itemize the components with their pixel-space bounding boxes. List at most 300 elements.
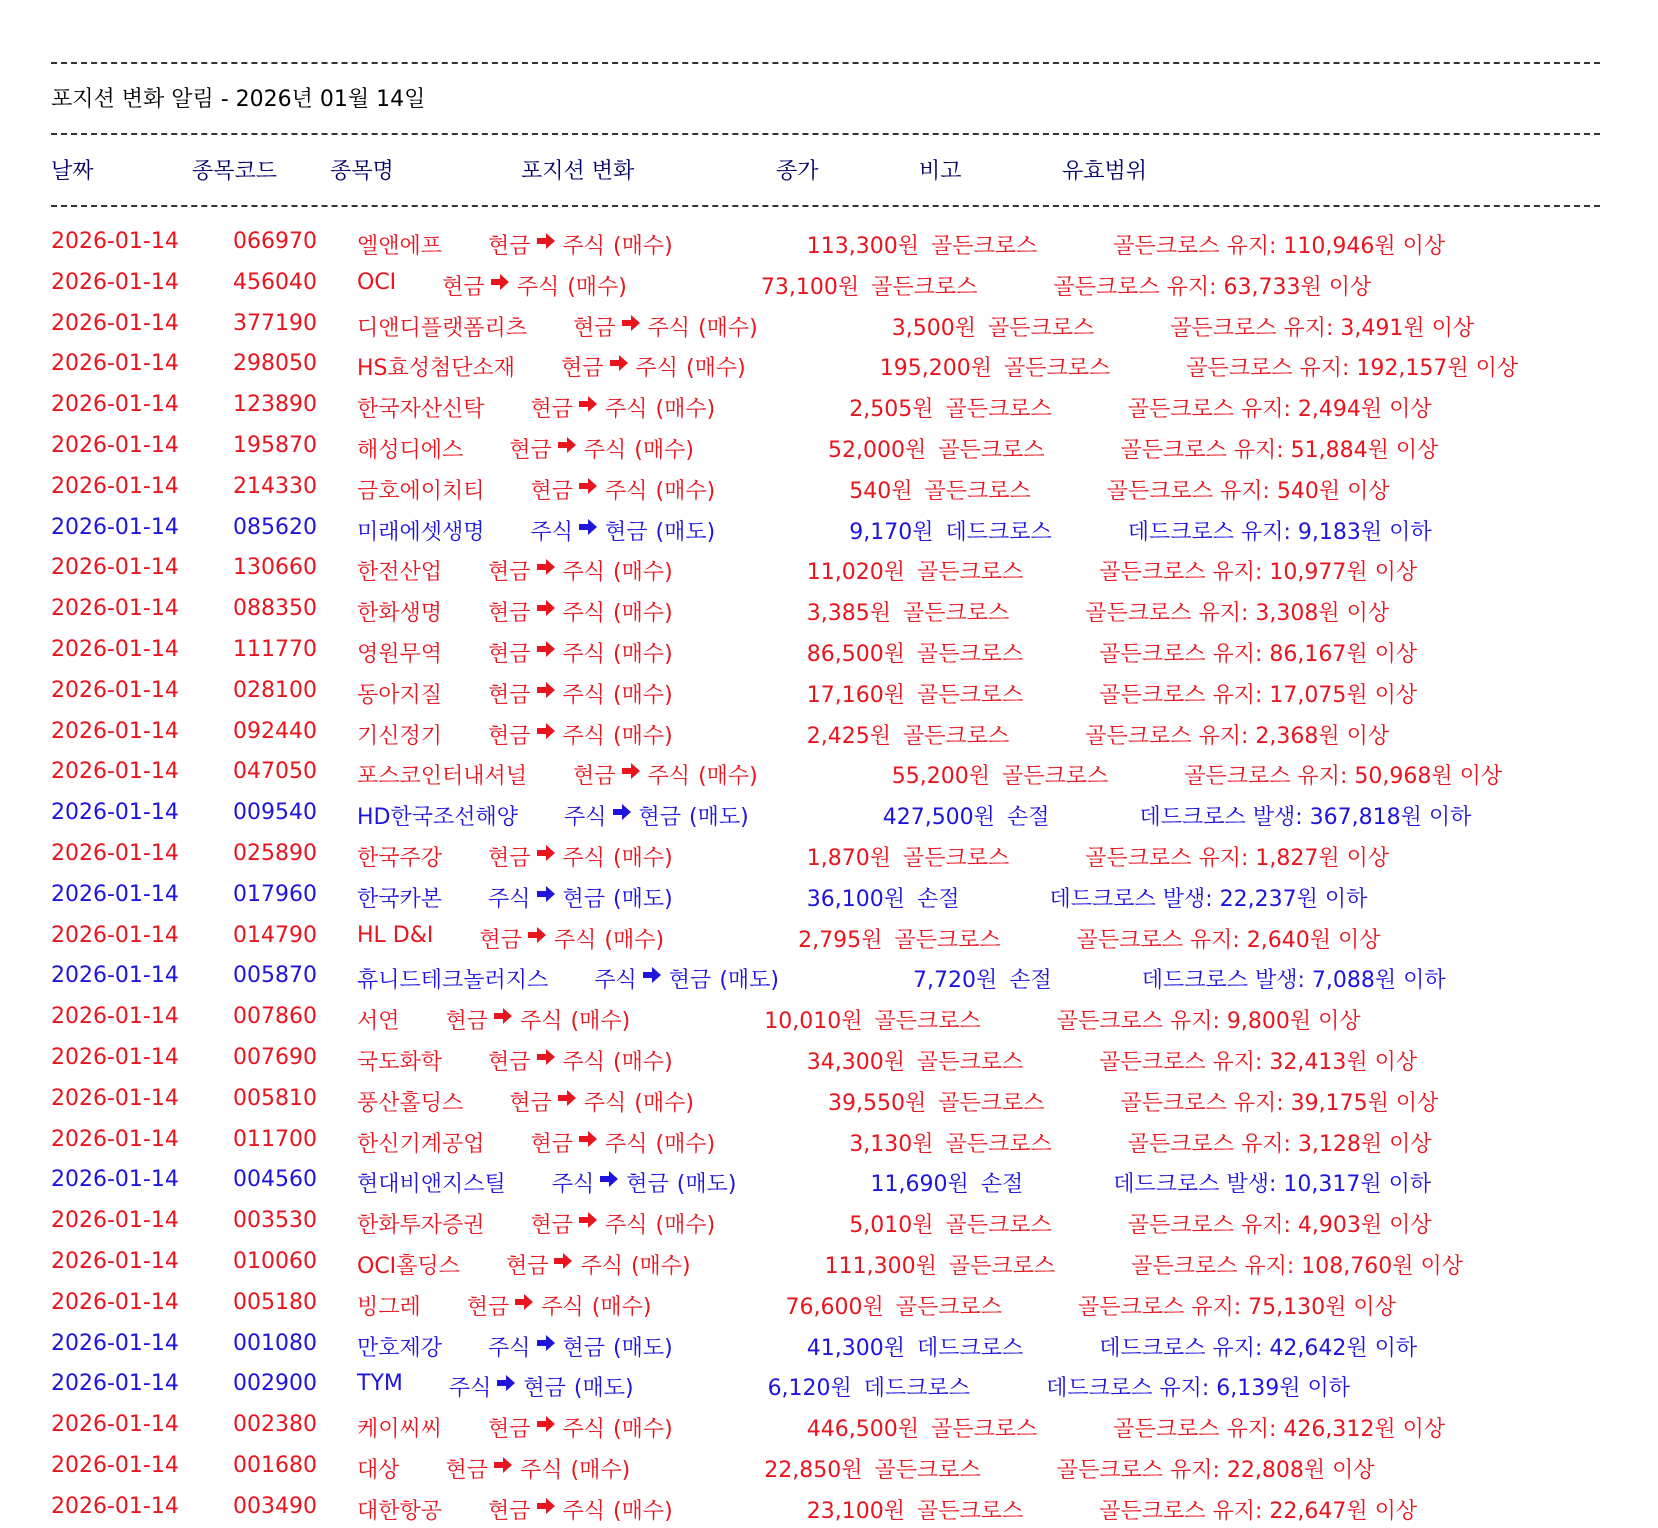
row-name: 기신정기 bbox=[357, 723, 443, 749]
row-action: (매수) bbox=[613, 682, 673, 708]
row-date: 2026-01-14 bbox=[51, 963, 179, 989]
row-action: (매수) bbox=[591, 1294, 652, 1320]
row-code: 111770 bbox=[233, 637, 317, 662]
row-note: 골든크로스 bbox=[945, 1213, 1052, 1239]
row-date: 2026-01-14 bbox=[51, 1249, 179, 1274]
header-code: 종목코드 bbox=[192, 159, 278, 184]
arrow-right-icon bbox=[535, 842, 557, 870]
row-code: 003490 bbox=[233, 1493, 317, 1519]
row-code: 004560 bbox=[233, 1167, 317, 1193]
row-note: 골든크로스 bbox=[902, 601, 1010, 627]
row-to: 주식 bbox=[580, 1254, 623, 1279]
row-note: 손절 bbox=[1006, 805, 1050, 831]
arrow-right-icon bbox=[620, 312, 642, 340]
table-row bbox=[0, 637, 1658, 671]
table-row bbox=[0, 1412, 1658, 1446]
arrow-right-icon bbox=[611, 801, 633, 829]
row-action: (매수) bbox=[655, 1213, 716, 1239]
row-date: 2026-01-14 bbox=[51, 922, 179, 948]
row-to: 주식 bbox=[562, 682, 606, 708]
row-code: 017960 bbox=[233, 881, 317, 907]
row-note: 골든크로스 bbox=[916, 560, 1024, 586]
arrow-right-icon bbox=[489, 271, 511, 299]
row-name: 풍산홀딩스 bbox=[357, 1090, 464, 1116]
table-row bbox=[0, 1086, 1658, 1120]
header-close: 종가 bbox=[776, 159, 819, 184]
header-date: 날짜 bbox=[51, 159, 94, 184]
table-row bbox=[0, 311, 1658, 345]
table-row bbox=[0, 351, 1658, 385]
row-price: 11,020원 bbox=[806, 560, 905, 586]
row-price: 113,300원 bbox=[806, 234, 919, 259]
row-action: (매수) bbox=[613, 1498, 673, 1524]
row-name: 한국카본 bbox=[357, 886, 443, 912]
row-note: 골든크로스 bbox=[945, 1131, 1052, 1157]
row-from: 현금 bbox=[561, 356, 604, 382]
table-row bbox=[0, 923, 1658, 957]
row-to: 주식 bbox=[562, 846, 606, 871]
row-action: (매수) bbox=[613, 642, 673, 667]
row-range: 골든크로스 유지: 3,491원 이상 bbox=[1170, 315, 1475, 341]
row-name: 대상 bbox=[357, 1458, 400, 1483]
arrow-right-icon bbox=[556, 1087, 578, 1115]
table-row bbox=[0, 1290, 1658, 1324]
row-price: 3,385원 bbox=[806, 601, 891, 627]
row-action: (매수) bbox=[613, 1050, 673, 1075]
row-date: 2026-01-14 bbox=[51, 841, 179, 866]
row-name: HL D&I bbox=[357, 922, 434, 948]
row-price: 23,100원 bbox=[806, 1498, 905, 1524]
row-note: 골든크로스 bbox=[895, 1294, 1002, 1320]
row-note: 골든크로스 bbox=[945, 397, 1052, 423]
row-range: 데드크로스 발생: 7,088원 이하 bbox=[1141, 968, 1446, 994]
row-note: 손절 bbox=[980, 1172, 1024, 1198]
table-row bbox=[0, 1453, 1658, 1487]
row-action: (매수) bbox=[630, 1254, 691, 1279]
table-row bbox=[0, 270, 1658, 304]
row-to: 주식 bbox=[562, 234, 606, 259]
row-note: 골든크로스 bbox=[916, 682, 1024, 708]
row-to: 주식 bbox=[520, 1009, 563, 1035]
row-range: 골든크로스 유지: 32,413원 이상 bbox=[1099, 1050, 1418, 1075]
arrow-right-icon bbox=[535, 597, 557, 625]
row-name: 국도화학 bbox=[357, 1050, 443, 1075]
row-range: 골든크로스 유지: 4,903원 이상 bbox=[1127, 1213, 1432, 1239]
row-note: 골든크로스 bbox=[916, 1498, 1024, 1524]
row-from: 현금 bbox=[509, 438, 552, 463]
row-to: 주식 bbox=[605, 1213, 648, 1239]
row-action: (매도) bbox=[676, 1172, 737, 1198]
table-row bbox=[0, 1208, 1658, 1242]
row-name: 휴니드테크놀러지스 bbox=[357, 968, 549, 994]
row-action: (매도) bbox=[613, 886, 673, 912]
arrow-right-icon bbox=[641, 964, 663, 992]
row-from: 현금 bbox=[488, 682, 531, 708]
row-note: 골든크로스 bbox=[874, 1009, 981, 1035]
row-to: 현금 bbox=[605, 519, 648, 545]
arrow-right-icon bbox=[535, 556, 557, 584]
row-code: 028100 bbox=[233, 677, 317, 703]
row-range: 골든크로스 유지: 10,977원 이상 bbox=[1099, 560, 1418, 586]
row-note: 데드크로스 bbox=[863, 1376, 971, 1402]
row-code: 085620 bbox=[233, 514, 317, 540]
arrow-right-icon bbox=[535, 883, 557, 911]
row-name: 한화생명 bbox=[357, 601, 443, 627]
row-range: 골든크로스 유지: 86,167원 이상 bbox=[1099, 642, 1418, 667]
table-row bbox=[0, 719, 1658, 753]
row-code: 195870 bbox=[233, 433, 317, 458]
row-from: 현금 bbox=[530, 397, 574, 423]
table-row bbox=[0, 596, 1658, 630]
row-range: 데드크로스 유지: 42,642원 이하 bbox=[1099, 1335, 1418, 1361]
row-from: 현금 bbox=[488, 1417, 531, 1443]
table-row bbox=[0, 800, 1658, 834]
table-row bbox=[0, 433, 1658, 467]
row-date: 2026-01-14 bbox=[51, 1412, 179, 1438]
row-action: (매수) bbox=[613, 601, 673, 627]
row-from: 현금 bbox=[488, 723, 531, 749]
row-to: 주식 bbox=[516, 274, 560, 300]
row-note: 골든크로스 bbox=[938, 438, 1045, 463]
table-row bbox=[0, 392, 1658, 426]
row-date: 2026-01-14 bbox=[51, 555, 179, 581]
row-from: 현금 bbox=[488, 560, 531, 586]
row-date: 2026-01-14 bbox=[51, 677, 179, 703]
row-to: 주식 bbox=[562, 642, 606, 667]
row-name: 한신기계공업 bbox=[357, 1131, 485, 1157]
arrow-right-icon bbox=[620, 760, 642, 788]
row-from: 현금 bbox=[530, 1213, 574, 1239]
table-row bbox=[0, 963, 1658, 997]
arrow-right-icon bbox=[535, 679, 557, 707]
row-to: 현금 bbox=[668, 968, 712, 994]
row-name: 만호제강 bbox=[357, 1335, 443, 1361]
row-price: 22,850원 bbox=[764, 1458, 863, 1483]
row-action: (매수) bbox=[698, 315, 758, 341]
row-to: 주식 bbox=[562, 1498, 606, 1524]
row-price: 73,100원 bbox=[760, 274, 860, 300]
row-from: 현금 bbox=[488, 601, 531, 627]
row-name: 영원무역 bbox=[357, 642, 443, 667]
row-action: (매수) bbox=[567, 274, 627, 300]
row-code: 005180 bbox=[233, 1289, 317, 1315]
row-to: 주식 bbox=[541, 1294, 584, 1320]
arrow-right-icon bbox=[492, 1005, 514, 1033]
row-action: (매도) bbox=[719, 968, 779, 994]
row-from: 현금 bbox=[509, 1090, 552, 1116]
row-code: 214330 bbox=[233, 473, 317, 499]
row-from: 현금 bbox=[479, 927, 522, 953]
row-name: 케이씨씨 bbox=[357, 1417, 443, 1443]
row-price: 5,010원 bbox=[849, 1213, 934, 1239]
table-row bbox=[0, 1004, 1658, 1038]
row-date: 2026-01-14 bbox=[51, 1330, 179, 1356]
row-action: (매수) bbox=[570, 1458, 631, 1483]
row-code: 047050 bbox=[233, 759, 317, 785]
row-from: 현금 bbox=[488, 846, 531, 871]
row-note: 골든크로스 bbox=[930, 1417, 1038, 1443]
arrow-right-icon bbox=[535, 638, 557, 666]
table-row bbox=[0, 1249, 1658, 1283]
row-date: 2026-01-14 bbox=[51, 1208, 179, 1234]
row-to: 주식 bbox=[605, 1131, 648, 1157]
row-code: 066970 bbox=[233, 229, 317, 254]
row-date: 2026-01-14 bbox=[51, 514, 179, 540]
table-row bbox=[0, 1371, 1658, 1405]
separator-title bbox=[51, 133, 1600, 135]
row-from: 주식 bbox=[530, 519, 574, 545]
row-action: (매수) bbox=[698, 764, 758, 790]
row-name: 엘앤에프 bbox=[357, 234, 443, 259]
row-action: (매수) bbox=[655, 478, 716, 504]
row-from: 현금 bbox=[466, 1294, 510, 1320]
row-price: 446,500원 bbox=[806, 1417, 919, 1443]
table-row bbox=[0, 1331, 1658, 1365]
row-code: 005810 bbox=[233, 1085, 317, 1111]
row-name: 포스코인터내셔널 bbox=[357, 764, 528, 790]
row-note: 골든크로스 bbox=[987, 315, 1095, 341]
row-note: 골든크로스 bbox=[924, 478, 1031, 504]
row-name: 해성디에스 bbox=[357, 438, 464, 463]
row-from: 주식 bbox=[551, 1172, 595, 1198]
row-code: 298050 bbox=[233, 351, 317, 377]
row-range: 골든크로스 유지: 50,968원 이상 bbox=[1184, 764, 1503, 790]
arrow-right-icon bbox=[577, 1128, 599, 1156]
row-note: 데드크로스 bbox=[945, 519, 1052, 545]
row-price: 2,505원 bbox=[849, 397, 934, 423]
table-row bbox=[0, 474, 1658, 508]
row-to: 주식 bbox=[562, 560, 606, 586]
table-row bbox=[0, 229, 1658, 263]
row-name: 미래에셋생명 bbox=[357, 519, 485, 545]
row-range: 골든크로스 유지: 110,946원 이상 bbox=[1113, 234, 1446, 259]
row-date: 2026-01-14 bbox=[51, 1453, 179, 1478]
row-action: (매수) bbox=[655, 1131, 716, 1157]
arrow-right-icon bbox=[535, 1332, 557, 1360]
row-price: 7,720원 bbox=[912, 968, 998, 994]
row-note: 손절 bbox=[916, 886, 960, 912]
table-row bbox=[0, 555, 1658, 589]
row-price: 34,300원 bbox=[806, 1050, 905, 1075]
page-title: 포지션 변화 알림 - 2026년 01월 14일 bbox=[51, 87, 426, 112]
row-note: 골든크로스 bbox=[938, 1090, 1045, 1116]
row-to: 주식 bbox=[562, 1417, 606, 1443]
arrow-right-icon bbox=[535, 1495, 557, 1523]
row-action: (매도) bbox=[573, 1376, 634, 1402]
arrow-right-icon bbox=[526, 924, 548, 952]
row-code: 007860 bbox=[233, 1004, 317, 1030]
row-date: 2026-01-14 bbox=[51, 1126, 179, 1152]
row-date: 2026-01-14 bbox=[51, 1004, 179, 1030]
row-price: 3,130원 bbox=[849, 1131, 934, 1157]
row-price: 1,870원 bbox=[806, 846, 891, 871]
table-row bbox=[0, 1167, 1658, 1201]
row-code: 130660 bbox=[233, 555, 317, 581]
row-note: 골든크로스 bbox=[871, 274, 978, 300]
row-name: 대한항공 bbox=[357, 1498, 443, 1524]
row-to: 현금 bbox=[626, 1172, 669, 1198]
row-code: 377190 bbox=[233, 310, 317, 336]
row-price: 195,200원 bbox=[879, 356, 992, 382]
row-range: 골든크로스 유지: 540원 이상 bbox=[1106, 478, 1390, 504]
row-note: 골든크로스 bbox=[894, 927, 1001, 953]
table-row bbox=[0, 882, 1658, 916]
row-range: 골든크로스 유지: 22,808원 이상 bbox=[1056, 1458, 1375, 1483]
row-name: 디앤디플랫폼리츠 bbox=[357, 315, 528, 341]
row-date: 2026-01-14 bbox=[51, 351, 179, 377]
row-from: 현금 bbox=[445, 1009, 489, 1035]
row-note: 손절 bbox=[1009, 968, 1052, 994]
row-name: TYM bbox=[357, 1371, 403, 1397]
row-name: 현대비앤지스틸 bbox=[357, 1172, 506, 1198]
row-from: 주식 bbox=[564, 805, 607, 831]
row-action: (매수) bbox=[634, 438, 694, 463]
row-note: 골든크로스 bbox=[874, 1458, 981, 1483]
row-date: 2026-01-14 bbox=[51, 637, 179, 662]
row-from: 주식 bbox=[488, 886, 531, 912]
row-action: (매수) bbox=[570, 1009, 631, 1035]
row-code: 009540 bbox=[233, 800, 317, 826]
row-to: 주식 bbox=[647, 764, 691, 790]
row-action: (매수) bbox=[613, 846, 673, 871]
row-range: 골든크로스 유지: 75,130원 이상 bbox=[1077, 1294, 1396, 1320]
row-date: 2026-01-14 bbox=[51, 596, 179, 622]
arrow-right-icon bbox=[535, 720, 557, 748]
row-price: 111,300원 bbox=[824, 1254, 937, 1279]
row-from: 주식 bbox=[594, 968, 637, 994]
row-price: 6,120원 bbox=[767, 1376, 852, 1402]
row-code: 123890 bbox=[233, 392, 317, 418]
row-price: 2,795원 bbox=[798, 927, 883, 953]
row-date: 2026-01-14 bbox=[51, 1289, 179, 1315]
row-price: 36,100원 bbox=[806, 886, 905, 912]
row-price: 427,500원 bbox=[882, 805, 995, 831]
row-from: 현금 bbox=[488, 1050, 531, 1075]
row-code: 456040 bbox=[233, 269, 317, 295]
arrow-right-icon bbox=[577, 516, 599, 544]
row-date: 2026-01-14 bbox=[51, 392, 179, 418]
row-name: 한전산업 bbox=[357, 560, 443, 586]
row-from: 현금 bbox=[488, 642, 531, 667]
row-code: 007690 bbox=[233, 1045, 317, 1070]
row-to: 주식 bbox=[562, 601, 606, 627]
row-to: 주식 bbox=[553, 927, 597, 953]
row-range: 골든크로스 유지: 192,157원 이상 bbox=[1186, 356, 1519, 382]
row-to: 현금 bbox=[638, 805, 682, 831]
row-action: (매도) bbox=[613, 1335, 673, 1361]
row-range: 골든크로스 유지: 9,800원 이상 bbox=[1056, 1009, 1361, 1035]
row-from: 현금 bbox=[573, 315, 616, 341]
arrow-right-icon bbox=[535, 230, 557, 258]
row-to: 주식 bbox=[562, 723, 606, 749]
row-price: 39,550원 bbox=[827, 1090, 927, 1116]
row-price: 76,600원 bbox=[785, 1294, 884, 1320]
row-code: 088350 bbox=[233, 596, 317, 622]
row-range: 골든크로스 유지: 426,312원 이상 bbox=[1113, 1417, 1446, 1443]
row-range: 데드크로스 발생: 10,317원 이하 bbox=[1113, 1172, 1432, 1198]
separator-top bbox=[51, 62, 1600, 64]
row-price: 41,300원 bbox=[806, 1335, 905, 1361]
row-note: 골든크로스 bbox=[1003, 356, 1111, 382]
row-date: 2026-01-14 bbox=[51, 1167, 179, 1193]
row-to: 주식 bbox=[647, 315, 691, 341]
row-name: HS효성첨단소재 bbox=[357, 356, 516, 382]
row-note: 골든크로스 bbox=[948, 1254, 1056, 1279]
row-from: 현금 bbox=[445, 1458, 489, 1483]
row-code: 002380 bbox=[233, 1412, 317, 1438]
row-code: 014790 bbox=[233, 922, 317, 948]
row-note: 골든크로스 bbox=[902, 723, 1010, 749]
row-price: 52,000원 bbox=[827, 438, 927, 463]
row-to: 주식 bbox=[605, 397, 648, 423]
row-range: 골든크로스 유지: 108,760원 이상 bbox=[1131, 1254, 1464, 1279]
row-from: 현금 bbox=[442, 274, 485, 300]
row-from: 현금 bbox=[488, 1498, 531, 1524]
row-code: 003530 bbox=[233, 1208, 317, 1234]
row-range: 골든크로스 유지: 2,640원 이상 bbox=[1076, 927, 1381, 953]
arrow-right-icon bbox=[577, 1209, 599, 1237]
table-row bbox=[0, 1045, 1658, 1079]
row-code: 002900 bbox=[233, 1371, 317, 1397]
row-price: 55,200원 bbox=[891, 764, 990, 790]
row-action: (매수) bbox=[613, 560, 673, 586]
row-range: 골든크로스 유지: 2,368원 이상 bbox=[1085, 723, 1390, 749]
row-action: (매수) bbox=[613, 234, 673, 259]
header-note: 비고 bbox=[919, 159, 962, 184]
row-date: 2026-01-14 bbox=[51, 1085, 179, 1111]
row-action: (매수) bbox=[604, 927, 665, 953]
separator-header bbox=[51, 205, 1600, 207]
row-name: 한화투자증권 bbox=[357, 1213, 485, 1239]
row-date: 2026-01-14 bbox=[51, 718, 179, 744]
row-price: 10,010원 bbox=[764, 1009, 863, 1035]
row-code: 092440 bbox=[233, 718, 317, 744]
arrow-right-icon bbox=[535, 1413, 557, 1441]
row-range: 골든크로스 유지: 3,308원 이상 bbox=[1085, 601, 1390, 627]
header-name: 종목명 bbox=[330, 159, 394, 184]
row-to: 주식 bbox=[605, 478, 648, 504]
table-row bbox=[0, 1127, 1658, 1161]
row-date: 2026-01-14 bbox=[51, 1493, 179, 1519]
row-note: 데드크로스 bbox=[916, 1335, 1024, 1361]
row-range: 골든크로스 유지: 2,494원 이상 bbox=[1127, 397, 1432, 423]
row-name: 서연 bbox=[357, 1009, 400, 1035]
row-date: 2026-01-14 bbox=[51, 433, 179, 458]
table-row bbox=[0, 515, 1658, 549]
row-range: 골든크로스 유지: 22,647원 이상 bbox=[1099, 1498, 1418, 1524]
row-to: 주식 bbox=[520, 1458, 563, 1483]
row-action: (매수) bbox=[686, 356, 746, 382]
row-from: 현금 bbox=[573, 764, 616, 790]
row-date: 2026-01-14 bbox=[51, 473, 179, 499]
arrow-right-icon bbox=[492, 1454, 514, 1482]
row-code: 005870 bbox=[233, 963, 317, 989]
row-to: 주식 bbox=[583, 438, 627, 463]
table-row bbox=[0, 678, 1658, 712]
table-row bbox=[0, 841, 1658, 875]
row-to: 현금 bbox=[523, 1376, 566, 1402]
arrow-right-icon bbox=[535, 1046, 557, 1074]
row-price: 2,425원 bbox=[806, 723, 891, 749]
arrow-right-icon bbox=[552, 1250, 574, 1278]
row-from: 현금 bbox=[488, 234, 531, 259]
row-range: 골든크로스 유지: 63,733원 이상 bbox=[1053, 274, 1372, 300]
row-range: 골든크로스 유지: 1,827원 이상 bbox=[1085, 846, 1390, 871]
arrow-right-icon bbox=[556, 434, 578, 462]
row-code: 010060 bbox=[233, 1249, 317, 1274]
row-from: 주식 bbox=[448, 1376, 492, 1402]
row-to: 현금 bbox=[562, 1335, 606, 1361]
